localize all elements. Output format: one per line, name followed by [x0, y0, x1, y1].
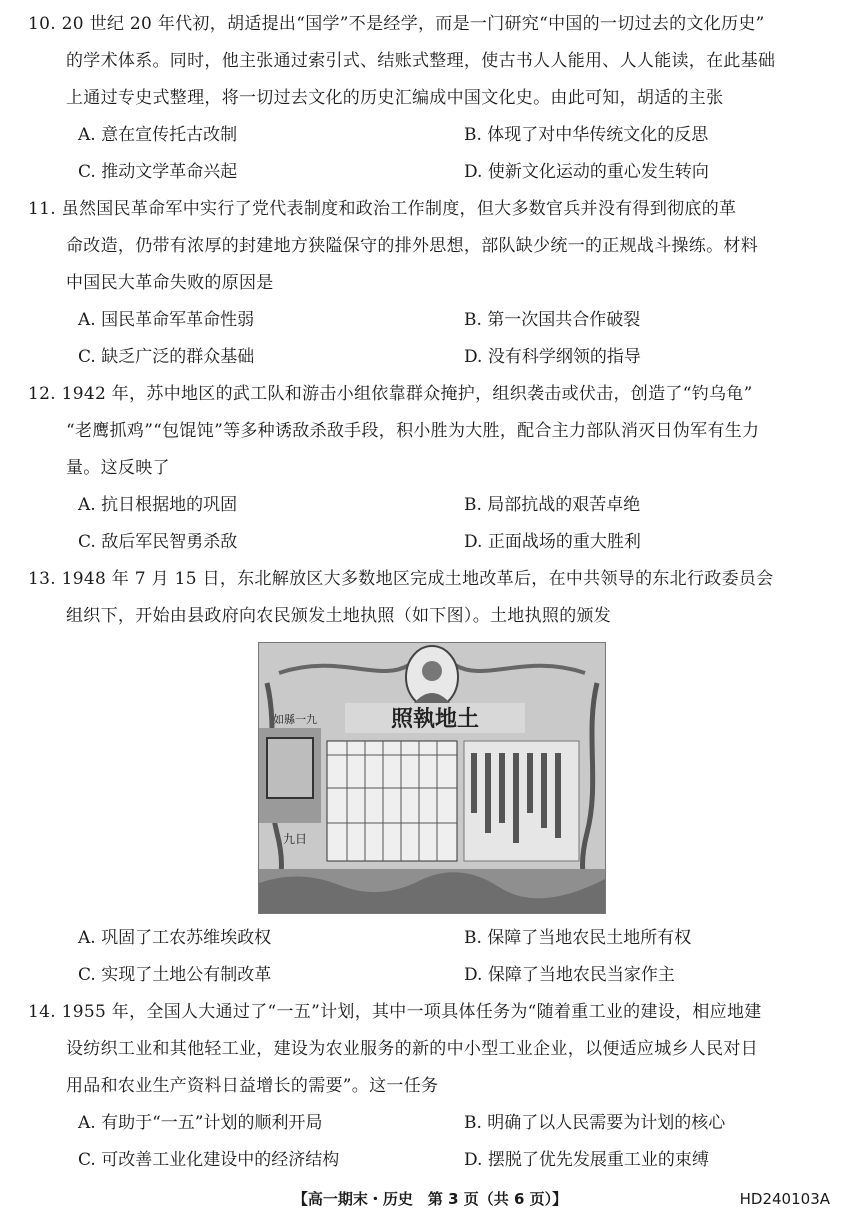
- option-d: D. 保障了当地农民当家作主: [464, 965, 675, 985]
- land-deed-image: [258, 642, 606, 914]
- question-stem-line: 上通过专史式整理，将一切过去文化的历史汇编成中国文化史。由此可知，胡适的主张: [66, 88, 724, 108]
- option-a: A. 国民革命军革命性弱: [78, 310, 255, 330]
- option-a: A. 巩固了工农苏维埃政权: [78, 928, 272, 948]
- question-stem-line: 的学术体系。同时，他主张通过索引式、结账式整理，使古书人人能用、人人能读，在此基础: [66, 51, 776, 71]
- question-stem-line: 10. 20 世纪 20 年代初，胡适提出“国学”不是经学，而是一门研究“中国的一切过去的文化历史”: [28, 14, 765, 34]
- option-row: [28, 957, 828, 994]
- question-12: [28, 376, 828, 561]
- question-stem-line: 设纺织工业和其他轻工业，建设为农业服务的新的中小型工业企业，以便适应城乡人民对日: [66, 1039, 758, 1059]
- question-stem-line: 14. 1955 年，全国人大通过了“一五”计划，其中一项具体任务为“随着重工业的建设，相应地建: [28, 1002, 762, 1022]
- option-row: [28, 1105, 828, 1142]
- option-c: C. 可改善工业化建设中的经济结构: [78, 1150, 340, 1170]
- land-deed-illustration: [259, 643, 605, 913]
- option-row: [28, 302, 828, 339]
- question-stem-line: 量。这反映了: [66, 458, 170, 478]
- option-b: B. 保障了当地农民土地所有权: [464, 928, 692, 948]
- option-b: B. 第一次国共合作破裂: [464, 310, 641, 330]
- option-d: D. 摆脱了优先发展重工业的束缚: [464, 1150, 709, 1170]
- question-stem-line: 12. 1942 年，苏中地区的武工队和游击小组依靠群众掩护，组织袭击或伏击，创造了“钓乌龟”: [28, 384, 753, 404]
- question-stem-line: 用品和农业生产资料日益增长的需要”。这一任务: [66, 1076, 439, 1096]
- option-c: C. 推动文学革命兴起: [78, 162, 238, 182]
- option-d: D. 使新文化运动的重心发生转向: [464, 162, 709, 182]
- deed-title: 照執地土: [390, 706, 480, 732]
- option-row: [28, 154, 828, 191]
- option-b: B. 明确了以人民需要为计划的核心: [464, 1113, 726, 1133]
- option-b: B. 体现了对中华传统文化的反思: [464, 125, 709, 145]
- question-stem-line: 11. 虽然国民革命军中实行了党代表制度和政治工作制度，但大多数官兵并没有得到彻底的革: [28, 199, 737, 219]
- option-b: B. 局部抗战的艰苦卓绝: [464, 495, 641, 515]
- question-13: [28, 561, 828, 635]
- deed-margin-text: 如縣一九: [273, 713, 317, 726]
- question-14: [28, 994, 828, 1179]
- question-13-options: [28, 920, 828, 994]
- option-row: [28, 117, 828, 154]
- footer-exam-code: HD240103A: [739, 1190, 830, 1208]
- option-row: [28, 487, 828, 524]
- option-c: C. 敌后军民智勇杀敌: [78, 532, 238, 552]
- deed-date-text: 九日: [282, 832, 308, 846]
- option-a: A. 意在宣传托古改制: [78, 125, 238, 145]
- question-stem-line: 中国民大革命失败的原因是: [66, 273, 274, 293]
- option-d: D. 正面战场的重大胜利: [464, 532, 641, 552]
- option-row: [28, 1142, 828, 1179]
- question-stem-line: “老鹰抓鸡”“包馄饨”等多种诱敌杀敌手段，积小胜为大胜，配合主力部队消灭日伪军有生力: [66, 421, 760, 441]
- question-stem-line: 组织下，开始由县政府向农民颁发土地执照（如下图）。土地执照的颁发: [66, 606, 612, 626]
- option-c: C. 缺乏广泛的群众基础: [78, 347, 255, 367]
- footer-page-info: 【高一期末・历史 第 3 页（共 6 页）】: [292, 1190, 568, 1208]
- option-c: C. 实现了土地公有制改革: [78, 965, 272, 985]
- question-10: [28, 6, 828, 191]
- option-row: [28, 920, 828, 957]
- question-stem-line: 13. 1948 年 7 月 15 日，东北解放区大多数地区完成土地改革后，在中共领导的东北行政委员会: [28, 569, 774, 589]
- page-footer: [0, 1186, 860, 1212]
- question-11: [28, 191, 828, 376]
- option-d: D. 没有科学纲领的指导: [464, 347, 641, 367]
- question-stem-line: 命改造，仍带有浓厚的封建地方狭隘保守的排外思想，部队缺少统一的正规战斗操练。材料: [66, 236, 758, 256]
- option-row: [28, 524, 828, 561]
- option-a: A. 有助于“一五”计划的顺利开局: [78, 1113, 323, 1133]
- option-row: [28, 339, 828, 376]
- option-a: A. 抗日根据地的巩固: [78, 495, 238, 515]
